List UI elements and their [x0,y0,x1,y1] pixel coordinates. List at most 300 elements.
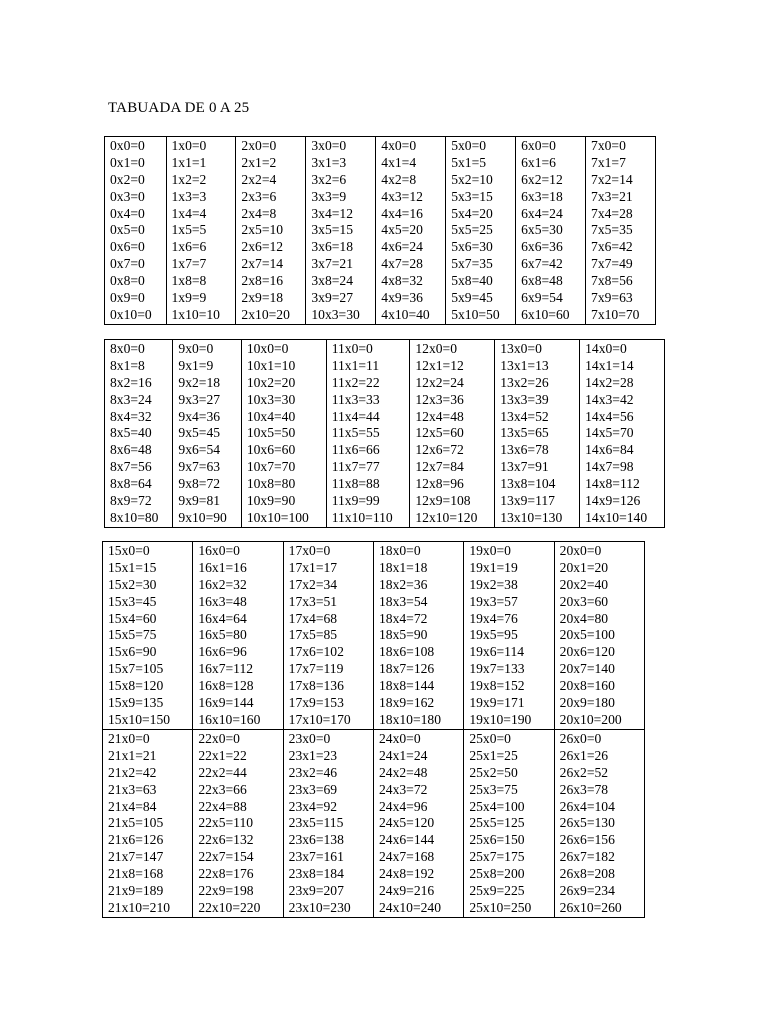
multiplication-fact: 21x8=168 [108,866,164,882]
multiplication-fact: 8x10=80 [110,509,159,525]
multiplication-fact: 23x9=207 [288,883,344,899]
times-table-column [283,542,373,730]
multiplication-fact: 12x2=24 [415,374,464,390]
multiplication-fact: 26x2=52 [559,764,609,780]
multiplication-fact: 11x3=33 [331,391,380,407]
multiplication-fact: 18x3=54 [378,593,428,609]
multiplication-fact: 20x0=0 [559,543,602,558]
multiplication-fact: 25x1=25 [469,747,518,763]
multiplication-fact: 7x3=21 [591,188,633,204]
multiplication-fact: 13x4=52 [500,408,549,424]
times-table-column [306,137,376,325]
multiplication-fact: 2x1=2 [241,154,277,170]
multiplication-fact: 20x7=140 [559,661,615,677]
times-table-column [173,340,241,528]
multiplication-fact: 22x7=154 [198,849,254,865]
multiplication-fact: 10x1=10 [246,357,296,373]
multiplication-fact: 3x9=27 [311,290,353,306]
multiplication-fact: 19x6=114 [469,644,525,660]
times-table-column [495,340,580,528]
multiplication-fact: 5x8=40 [451,273,493,289]
multiplication-fact: 12x7=84 [415,459,464,475]
multiplication-fact: 24x0=0 [378,731,421,746]
multiplication-fact: 7x7=49 [591,256,633,272]
multiplication-fact: 7x0=0 [591,138,626,153]
multiplication-fact: 26x0=0 [559,731,602,746]
multiplication-fact: 8x7=56 [110,459,152,475]
times-table-column [376,137,446,325]
multiplication-fact: 21x3=63 [108,781,157,797]
times-table-column [446,137,516,325]
multiplication-fact: 18x4=72 [378,610,428,626]
times-table-column [105,340,173,528]
times-table-column [580,340,665,528]
multiplication-fact: 25x4=100 [469,798,525,814]
multiplication-fact: 19x9=171 [469,695,525,711]
multiplication-fact: 16x8=128 [198,678,254,694]
multiplication-fact: 9x6=54 [178,442,221,458]
multiplication-fact: 6x3=18 [521,188,563,204]
multiplication-fact: 9x0=0 [178,341,214,356]
multiplication-fact: 12x0=0 [415,341,457,356]
multiplication-fact: 12x3=36 [415,391,464,407]
multiplication-fact: 21x4=84 [108,798,157,814]
multiplication-fact: 16x3=48 [198,593,247,609]
multiplication-fact: 5x4=20 [451,205,493,221]
multiplication-fact: 4x1=4 [381,154,417,170]
multiplication-fact: 24x10=240 [378,899,442,915]
multiplication-fact: 4x10=40 [381,306,430,322]
multiplication-fact: 0x10=0 [110,306,152,322]
multiplication-fact: 18x8=144 [378,678,435,694]
multiplication-fact: 22x10=220 [198,899,261,915]
multiplication-fact: 22x8=176 [198,866,254,882]
multiplication-fact: 20x4=80 [559,610,609,626]
multiplication-fact: 16x1=16 [198,559,247,575]
multiplication-fact: 10x4=40 [246,408,296,424]
multiplication-fact: 1x2=2 [171,171,207,187]
multiplication-fact: 8x3=24 [110,391,152,407]
multiplication-fact: 17x1=17 [288,559,338,575]
multiplication-fact: 9x2=18 [178,374,221,390]
multiplication-fact: 14x2=28 [585,374,634,390]
multiplication-fact: 25x9=225 [469,883,525,899]
multiplication-fact: 2x5=10 [241,222,284,238]
multiplication-fact: 2x10=20 [241,306,290,322]
multiplication-fact: 6x9=54 [521,290,563,306]
multiplication-fact: 18x6=108 [378,644,435,660]
multiplication-fact: 3x4=12 [311,205,353,221]
multiplication-fact: 2x2=4 [241,171,277,187]
multiplication-fact: 15x6=90 [108,644,157,660]
multiplication-fact: 15x2=30 [108,576,157,592]
multiplication-fact: 16x4=64 [198,610,247,626]
multiplication-fact: 17x8=136 [288,678,344,694]
multiplication-fact: 5x5=25 [451,222,493,238]
multiplication-fact: 19x4=76 [469,610,518,626]
multiplication-fact: 24x6=144 [378,832,435,848]
multiplication-fact: 18x5=90 [378,627,428,643]
multiplication-fact: 19x2=38 [469,576,518,592]
multiplication-fact: 23x1=23 [288,747,338,763]
multiplication-fact: 2x7=14 [241,256,284,272]
multiplication-fact: 2x4=8 [241,205,277,221]
multiplication-fact: 13x10=130 [500,509,563,525]
multiplication-fact: 5x10=50 [451,306,500,322]
multiplication-fact: 0x4=0 [110,205,145,221]
times-table-column [236,137,306,325]
multiplication-fact: 15x8=120 [108,678,164,694]
times-table-column [283,730,373,918]
multiplication-fact: 10x5=50 [246,425,296,441]
times-table-column [554,542,644,730]
multiplication-fact: 12x10=120 [415,509,478,525]
multiplication-fact: 16x0=0 [198,543,240,558]
multiplication-fact: 5x2=10 [451,171,493,187]
multiplication-fact: 4x2=8 [381,171,417,187]
multiplication-fact: 13x2=26 [500,374,549,390]
multiplication-fact: 1x6=6 [171,239,207,255]
multiplication-fact: 24x9=216 [378,883,435,899]
multiplication-fact: 0x8=0 [110,273,145,289]
multiplication-fact: 26x1=26 [559,747,609,763]
multiplication-fact: 0x3=0 [110,188,145,204]
multiplication-fact: 5x1=5 [451,154,487,170]
times-table-block-1 [104,136,656,325]
times-table-column [373,730,463,918]
times-table-column [326,340,410,528]
multiplication-fact: 2x0=0 [241,138,277,153]
multiplication-fact: 15x9=135 [108,695,164,711]
multiplication-fact: 2x8=16 [241,273,284,289]
multiplication-fact: 4x6=24 [381,239,423,255]
times-table-column [166,137,236,325]
multiplication-fact: 26x5=130 [559,815,615,831]
multiplication-fact: 0x2=0 [110,171,145,187]
multiplication-fact: 21x9=189 [108,883,164,899]
table-row [105,137,656,325]
multiplication-fact: 6x7=42 [521,256,563,272]
multiplication-fact: 4x7=28 [381,256,423,272]
multiplication-fact: 18x10=180 [378,711,442,727]
multiplication-fact: 24x8=192 [378,866,435,882]
multiplication-fact: 11x2=22 [331,374,380,390]
multiplication-fact: 5x6=30 [451,239,493,255]
multiplication-fact: 8x6=48 [110,442,152,458]
times-table-column [373,542,463,730]
multiplication-fact: 22x3=66 [198,781,247,797]
multiplication-fact: 1x8=8 [171,273,207,289]
multiplication-fact: 19x3=57 [469,593,518,609]
multiplication-fact: 26x9=234 [559,883,615,899]
multiplication-fact: 11x7=77 [331,459,380,475]
times-table-column [103,542,193,730]
multiplication-fact: 2x9=18 [241,290,284,306]
multiplication-fact: 22x9=198 [198,883,254,899]
multiplication-fact: 13x8=104 [500,476,556,492]
multiplication-fact: 4x4=16 [381,205,423,221]
times-table-column [516,137,586,325]
multiplication-fact: 17x7=119 [288,661,344,677]
multiplication-fact: 2x6=12 [241,239,284,255]
page-title: TABUADA DE 0 A 25 [108,100,250,116]
table-row [103,542,645,730]
multiplication-fact: 14x5=70 [585,425,634,441]
multiplication-fact: 6x5=30 [521,222,563,238]
multiplication-fact: 20x1=20 [559,559,609,575]
multiplication-fact: 12x9=108 [415,493,471,509]
multiplication-fact: 17x0=0 [288,543,331,558]
multiplication-fact: 15x3=45 [108,593,157,609]
multiplication-fact: 9x4=36 [178,408,221,424]
table-row [105,340,665,528]
multiplication-fact: 9x9=81 [178,493,221,509]
multiplication-fact: 3x0=0 [311,138,347,153]
multiplication-fact: 25x7=175 [469,849,525,865]
multiplication-fact: 0x1=0 [110,154,145,170]
multiplication-fact: 19x10=190 [469,711,532,727]
multiplication-fact: 14x8=112 [585,476,640,492]
multiplication-fact: 3x7=21 [311,256,353,272]
multiplication-fact: 16x9=144 [198,695,254,711]
multiplication-fact: 1x0=0 [171,138,207,153]
multiplication-fact: 7x2=14 [591,171,633,187]
multiplication-fact: 21x6=126 [108,832,164,848]
multiplication-fact: 17x5=85 [288,627,338,643]
multiplication-fact: 14x7=98 [585,459,634,475]
multiplication-fact: 5x3=15 [451,188,493,204]
multiplication-fact: 8x4=32 [110,408,152,424]
times-table-column [464,730,554,918]
multiplication-fact: 9x7=63 [178,459,221,475]
multiplication-fact: 13x5=65 [500,425,549,441]
multiplication-fact: 24x7=168 [378,849,435,865]
multiplication-fact: 20x8=160 [559,678,615,694]
multiplication-fact: 6x1=6 [521,154,556,170]
multiplication-fact: 22x6=132 [198,832,254,848]
times-table-column [193,542,283,730]
multiplication-fact: 1x5=5 [171,222,207,238]
multiplication-fact: 12x5=60 [415,425,464,441]
multiplication-fact: 11x8=88 [331,476,380,492]
multiplication-fact: 1x1=1 [171,154,207,170]
multiplication-fact: 26x8=208 [559,866,615,882]
multiplication-fact: 23x4=92 [288,798,338,814]
multiplication-fact: 3x5=15 [311,222,353,238]
multiplication-fact: 3x8=24 [311,273,353,289]
multiplication-fact: 11x9=99 [331,493,380,509]
times-table-column [410,340,495,528]
multiplication-fact: 10x7=70 [246,459,296,475]
multiplication-fact: 3x2=6 [311,171,347,187]
multiplication-fact: 5x9=45 [451,290,493,306]
multiplication-fact: 24x2=48 [378,764,428,780]
multiplication-fact: 1x10=10 [171,306,220,322]
multiplication-fact: 13x7=91 [500,459,549,475]
multiplication-fact: 15x5=75 [108,627,157,643]
multiplication-fact: 10x10=100 [246,509,309,525]
multiplication-fact: 11x1=11 [331,357,380,373]
multiplication-fact: 14x1=14 [585,357,634,373]
multiplication-fact: 20x2=40 [559,576,609,592]
multiplication-fact: 7x5=35 [591,222,633,238]
multiplication-fact: 16x10=160 [198,711,261,727]
multiplication-fact: 5x0=0 [451,138,487,153]
multiplication-fact: 16x2=32 [198,576,247,592]
multiplication-fact: 19x7=133 [469,661,525,677]
multiplication-fact: 14x6=84 [585,442,634,458]
multiplication-fact: 23x5=115 [288,815,344,831]
multiplication-fact: 14x9=126 [585,493,641,509]
multiplication-fact: 22x4=88 [198,798,247,814]
multiplication-fact: 5x7=35 [451,256,493,272]
multiplication-fact: 17x4=68 [288,610,338,626]
multiplication-fact: 4x9=36 [381,290,423,306]
multiplication-fact: 20x9=180 [559,695,615,711]
multiplication-fact: 14x4=56 [585,408,634,424]
multiplication-fact: 8x2=16 [110,374,152,390]
multiplication-fact: 21x10=210 [108,899,171,915]
multiplication-fact: 12x8=96 [415,476,464,492]
times-table-block-2 [104,339,665,528]
multiplication-fact: 13x1=13 [500,357,549,373]
multiplication-fact: 15x0=0 [108,543,150,558]
multiplication-fact: 14x3=42 [585,391,634,407]
multiplication-fact: 1x4=4 [171,205,207,221]
multiplication-fact: 3x1=3 [311,154,347,170]
multiplication-fact: 9x1=9 [178,357,214,373]
multiplication-fact: 26x7=182 [559,849,615,865]
multiplication-fact: 8x9=72 [110,493,152,509]
multiplication-fact: 9x5=45 [178,425,221,441]
multiplication-fact: 16x6=96 [198,644,247,660]
multiplication-fact: 13x9=117 [500,493,555,509]
multiplication-fact: 10x3=30 [246,391,296,407]
multiplication-fact: 4x5=20 [381,222,423,238]
times-table-column [193,730,283,918]
multiplication-fact: 26x10=260 [559,899,622,915]
multiplication-fact: 1x3=3 [171,188,207,204]
multiplication-fact: 10x9=90 [246,493,296,509]
multiplication-fact: 16x7=112 [198,661,254,677]
multiplication-fact: 6x2=12 [521,171,563,187]
table-row [103,730,645,918]
multiplication-fact: 19x1=19 [469,559,518,575]
multiplication-fact: 2x3=6 [241,188,277,204]
multiplication-fact: 24x4=96 [378,798,428,814]
multiplication-fact: 23x6=138 [288,832,344,848]
multiplication-fact: 26x3=78 [559,781,609,797]
multiplication-fact: 22x1=22 [198,747,247,763]
multiplication-fact: 11x0=0 [331,341,373,356]
multiplication-fact: 26x4=104 [559,798,615,814]
multiplication-fact: 24x1=24 [378,747,428,763]
multiplication-fact: 9x10=90 [178,509,227,525]
multiplication-fact: 17x2=34 [288,576,338,592]
times-table-column [105,137,167,325]
multiplication-fact: 12x1=12 [415,357,464,373]
multiplication-fact: 24x3=72 [378,781,428,797]
multiplication-fact: 4x8=32 [381,273,423,289]
multiplication-fact: 8x0=0 [110,341,145,356]
multiplication-fact: 14x10=140 [585,509,648,525]
multiplication-fact: 3x6=18 [311,239,353,255]
multiplication-fact: 25x8=200 [469,866,525,882]
multiplication-fact: 23x10=230 [288,899,351,915]
multiplication-fact: 9x8=72 [178,476,221,492]
multiplication-fact: 13x3=39 [500,391,549,407]
multiplication-fact: 23x0=0 [288,731,331,746]
multiplication-fact: 25x10=250 [469,899,532,915]
multiplication-fact: 12x4=48 [415,408,464,424]
multiplication-fact: 21x5=105 [108,815,164,831]
multiplication-fact: 23x8=184 [288,866,344,882]
multiplication-fact: 0x0=0 [110,138,145,153]
multiplication-fact: 13x0=0 [500,341,542,356]
multiplication-fact: 7x6=42 [591,239,633,255]
multiplication-fact: 11x4=44 [331,408,380,424]
multiplication-fact: 7x1=7 [591,154,626,170]
multiplication-fact: 18x1=18 [378,559,428,575]
multiplication-fact: 16x5=80 [198,627,247,643]
times-table-column [103,730,193,918]
multiplication-fact: 22x2=44 [198,764,247,780]
multiplication-fact: 10x3=30 [311,306,360,322]
multiplication-fact: 13x6=78 [500,442,549,458]
multiplication-fact: 10x0=0 [246,341,289,356]
times-table-block-3 [102,541,645,918]
multiplication-fact: 6x4=24 [521,205,563,221]
multiplication-fact: 20x5=100 [559,627,615,643]
multiplication-fact: 11x10=110 [331,509,393,525]
multiplication-fact: 20x10=200 [559,711,622,727]
multiplication-fact: 23x7=161 [288,849,344,865]
multiplication-fact: 3x3=9 [311,188,347,204]
multiplication-fact: 25x3=75 [469,781,518,797]
multiplication-fact: 1x7=7 [171,256,207,272]
multiplication-fact: 23x3=69 [288,781,338,797]
multiplication-fact: 7x8=56 [591,273,633,289]
multiplication-fact: 12x6=72 [415,442,464,458]
multiplication-fact: 19x0=0 [469,543,511,558]
multiplication-fact: 25x6=150 [469,832,525,848]
multiplication-fact: 15x1=15 [108,559,157,575]
multiplication-fact: 1x9=9 [171,290,207,306]
multiplication-fact: 0x7=0 [110,256,145,272]
multiplication-fact: 7x4=28 [591,205,633,221]
multiplication-fact: 18x0=0 [378,543,421,558]
multiplication-fact: 17x9=153 [288,695,344,711]
multiplication-fact: 10x2=20 [246,374,296,390]
multiplication-fact: 26x6=156 [559,832,615,848]
multiplication-fact: 17x6=102 [288,644,344,660]
multiplication-fact: 21x2=42 [108,764,157,780]
multiplication-fact: 25x5=125 [469,815,525,831]
multiplication-fact: 15x10=150 [108,711,171,727]
multiplication-fact: 0x5=0 [110,222,145,238]
multiplication-fact: 17x10=170 [288,711,351,727]
multiplication-fact: 10x6=60 [246,442,296,458]
multiplication-fact: 4x3=12 [381,188,423,204]
multiplication-fact: 18x7=126 [378,661,435,677]
times-table-column [464,542,554,730]
multiplication-fact: 7x10=70 [591,306,640,322]
multiplication-fact: 0x6=0 [110,239,145,255]
multiplication-fact: 21x7=147 [108,849,164,865]
multiplication-fact: 11x5=55 [331,425,380,441]
multiplication-fact: 8x8=64 [110,476,152,492]
multiplication-fact: 20x6=120 [559,644,615,660]
